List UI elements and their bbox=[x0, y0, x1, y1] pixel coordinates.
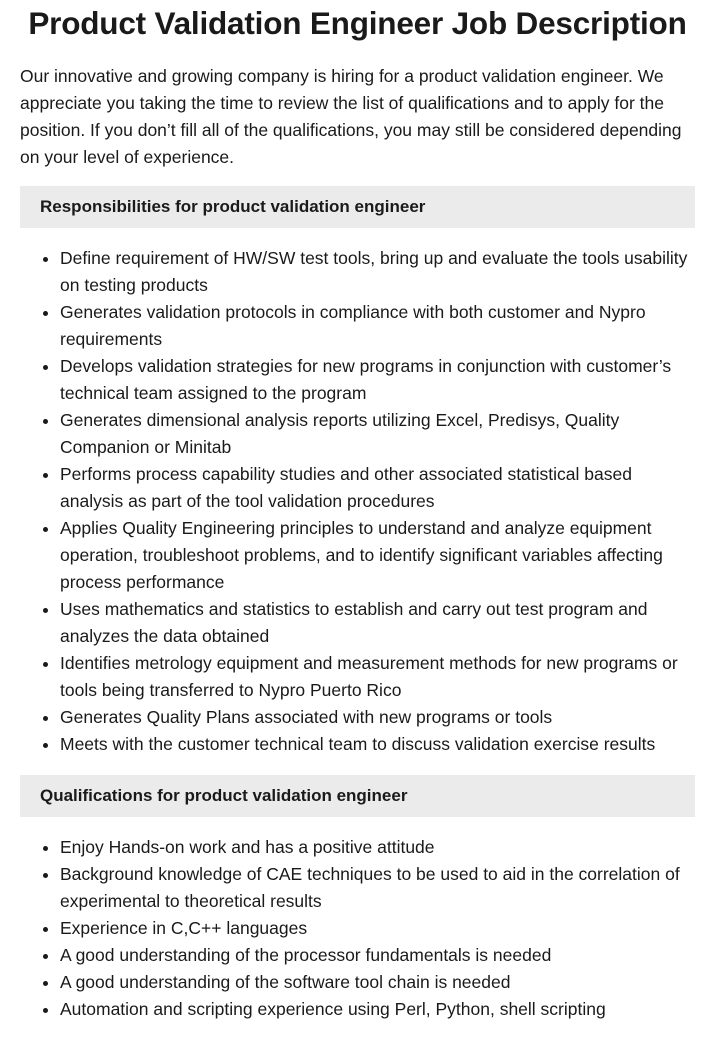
list-item: • Performs process capability studies and other associated statistical based analysis as part of the tool validation procedures bbox=[60, 461, 695, 515]
list-item: • Develops validation strategies for new programs in conjunction with customer’s technical team assigned to the program bbox=[60, 353, 695, 407]
page-title: Product Validation Engineer Job Description bbox=[28, 5, 687, 41]
list-item: • A good understanding of the software tool chain is needed bbox=[60, 969, 695, 996]
list-item: • Background knowledge of CAE techniques to be used to aid in the correlation of experimental to theoretical results bbox=[60, 861, 695, 915]
intro-paragraph: Our innovative and growing company is hiring for a product validation engineer. We appreciate you taking the time to review the list of qualifications and to apply for the position. If you don’t fill all of the qualifications, you may still be considered depending on your level of experience. bbox=[20, 66, 682, 167]
list-item: • Generates validation protocols in compliance with both customer and Nypro requirements bbox=[60, 299, 695, 353]
qualifications-heading: Qualifications for product validation engineer bbox=[20, 775, 695, 817]
responsibilities-list bbox=[20, 245, 695, 758]
list-item: • Applies Quality Engineering principles to understand and analyze equipment operation, troubleshoot problems, and to identify significant variables affecting process performance bbox=[60, 515, 695, 596]
list-item: • Identifies metrology equipment and measurement methods for new programs or tools being transferred to Nypro Puerto Rico bbox=[60, 650, 695, 704]
list-item: • Automation and scripting experience using Perl, Python, shell scripting bbox=[60, 996, 695, 1023]
list-item: • Uses mathematics and statistics to establish and carry out test program and analyzes the data obtained bbox=[60, 596, 695, 650]
list-item: • Generates dimensional analysis reports utilizing Excel, Predisys, Quality Companion or Minitab bbox=[60, 407, 695, 461]
responsibilities-heading: Responsibilities for product validation engineer bbox=[20, 186, 695, 228]
list-item: • Generates Quality Plans associated with new programs or tools bbox=[60, 704, 695, 731]
list-item: • Experience in C,C++ languages bbox=[60, 915, 695, 942]
list-item: • Define requirement of HW/SW test tools, bring up and evaluate the tools usability on testing products bbox=[60, 245, 695, 299]
qualifications-list bbox=[20, 834, 695, 1023]
list-item: • A good understanding of the processor fundamentals is needed bbox=[60, 942, 695, 969]
list-item: • Enjoy Hands-on work and has a positive attitude bbox=[60, 834, 695, 861]
list-item: • Meets with the customer technical team to discuss validation exercise results bbox=[60, 731, 695, 758]
